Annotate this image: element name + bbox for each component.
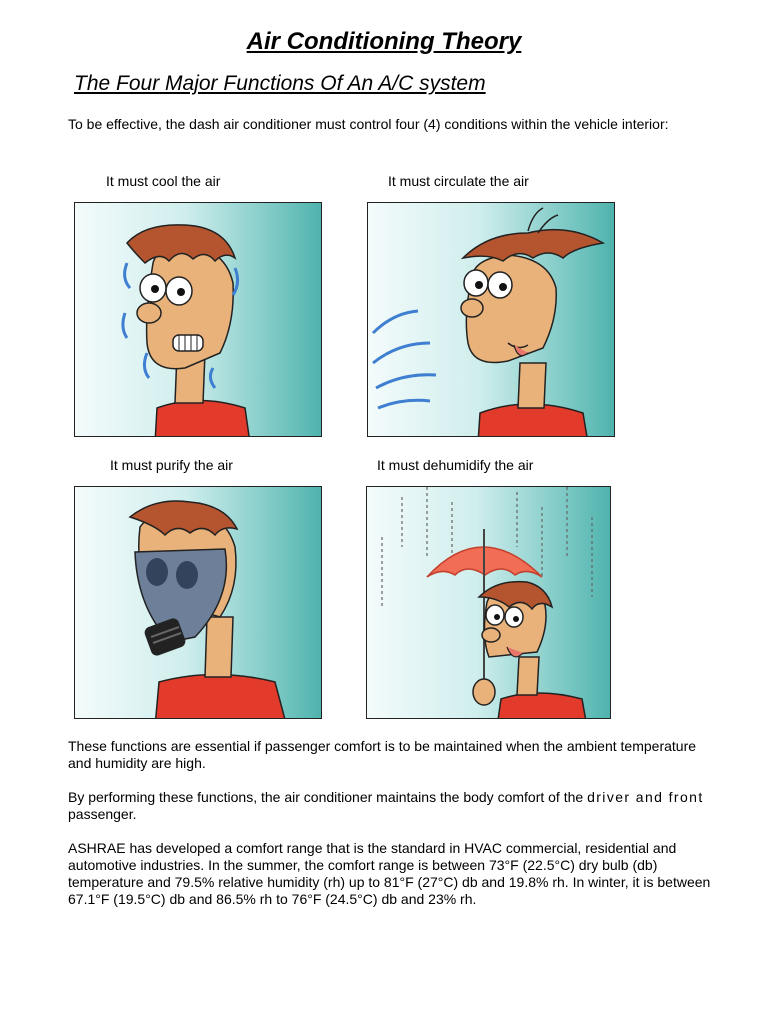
body-comfort-text-spaced: driver and front: [587, 789, 704, 805]
intro-paragraph: To be effective, the dash air conditioner must control four (4) conditions within the vehicle interior:: [68, 116, 669, 132]
umbrella-man-illustration: [367, 487, 610, 718]
sweating-man-illustration: [75, 203, 321, 436]
body-comfort-paragraph: [68, 789, 718, 823]
cartoon-circulate-panel: [367, 202, 615, 437]
caption-dehumidify: It must dehumidify the air: [377, 457, 534, 473]
body-comfort-text-start: By performing these functions, the air conditioner maintains the body comfort of the: [68, 789, 588, 805]
cartoon-purify-panel: [74, 486, 322, 719]
gas-mask-man-illustration: [75, 487, 321, 718]
body-comfort-text-end: passenger.: [68, 806, 137, 822]
page-subtitle: The Four Major Functions Of An A/C system: [74, 72, 486, 95]
comfort-paragraph: These functions are essential if passenger comfort is to be maintained when the ambient temperature and humidity are high.: [68, 738, 697, 771]
caption-circulate: It must circulate the air: [388, 173, 529, 189]
cartoon-dehumidify-panel: [366, 486, 611, 719]
cartoon-cool-panel: [74, 202, 322, 437]
ashrae-paragraph: ASHRAE has developed a comfort range that is the standard in HVAC commercial, residential and automotive industries. In the summer, the comfort range is between 73°F (22.5°C) dry bulb (db) temperature and 79.5% relative humidity (rh) up to 81°F (27°C) db and 19.8% rh. In winter, it is between 67.1°F (19.5°C) db and 86.5% rh to 76°F (24.5°C) db and 23% rh.: [68, 840, 711, 907]
caption-cool: It must cool the air: [106, 173, 221, 189]
windblown-man-illustration: [368, 203, 614, 436]
caption-purify: It must purify the air: [110, 457, 233, 473]
page-title: Air Conditioning Theory: [246, 28, 522, 55]
